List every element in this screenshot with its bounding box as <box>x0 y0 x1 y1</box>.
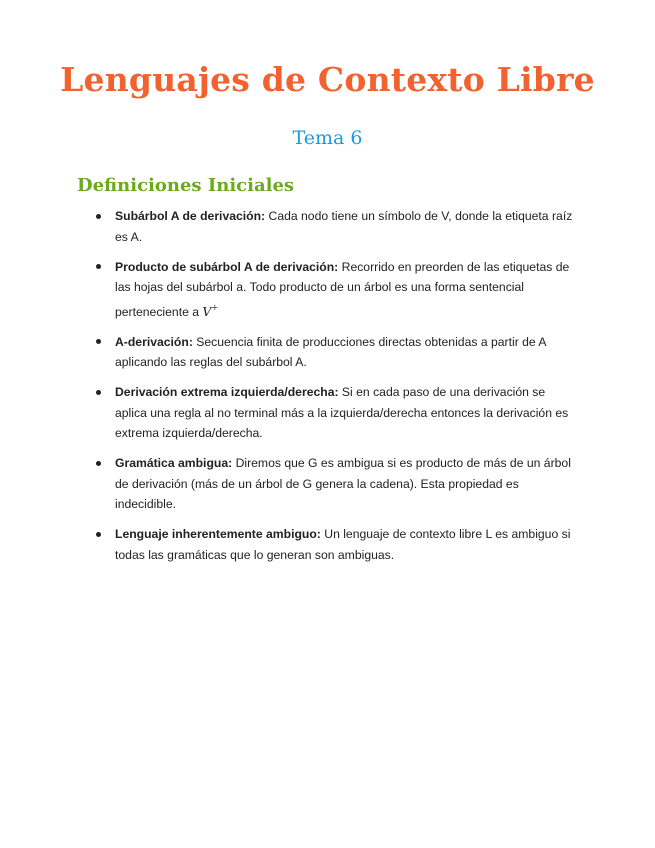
definition-term: Gramática ambigua: <box>115 456 233 470</box>
document-title: Lenguajes de Contexto Libre <box>60 60 595 99</box>
list-item <box>95 257 580 323</box>
definition-text: Secuencia finita de producciones directas obtenidas a partir de A aplicando las reglas del subárbol A. <box>115 334 546 369</box>
section-heading: Definiciones Iniciales <box>77 175 295 196</box>
list-item <box>95 382 580 444</box>
definition-text: Un lenguaje de contexto libre L es ambiguo si todas las gramáticas que lo generan son ambiguas. <box>115 527 571 562</box>
definition-text: Cada nodo tiene un símbolo de V, donde la etiqueta raíz es A. <box>115 209 573 244</box>
bullet-icon <box>96 264 101 269</box>
definition-term: Producto de subárbol A de derivación: <box>115 259 339 274</box>
definition-text: Si en cada paso de una derivación se aplica una regla al no terminal más a la izquierda/derecha entonces la derivación es extrema izquierda/derecha. <box>115 385 569 440</box>
definition-list <box>95 206 580 575</box>
list-item <box>95 206 580 247</box>
definition-text: Diremos que G es ambigua si es producto de más de un árbol de derivación (más de un árbol de G genera la cadena). Esta propiedad es indecidible. <box>115 456 571 511</box>
math-superscript: + <box>211 302 219 312</box>
math-symbol: V <box>202 303 212 319</box>
document-subtitle: Tema 6 <box>292 127 363 149</box>
definition-term: Subárbol A de derivación: <box>115 209 266 223</box>
definition-text: Recorrido en preorden de las etiquetas de las hojas del subárbol a. Todo producto de un árbol es una forma sentencial perteneciente a <box>115 259 570 319</box>
list-item <box>95 524 580 565</box>
bullet-icon <box>96 214 101 219</box>
list-item <box>95 332 580 373</box>
list-item <box>95 453 580 515</box>
definition-term: Derivación extrema izquierda/derecha: <box>115 385 339 399</box>
definition-term: Lenguaje inherentemente ambiguo: <box>115 527 321 541</box>
bullet-icon <box>96 339 101 344</box>
bullet-icon <box>96 461 101 466</box>
bullet-icon <box>96 390 101 395</box>
definition-term: A-derivación: <box>115 334 193 349</box>
bullet-icon <box>96 532 101 537</box>
